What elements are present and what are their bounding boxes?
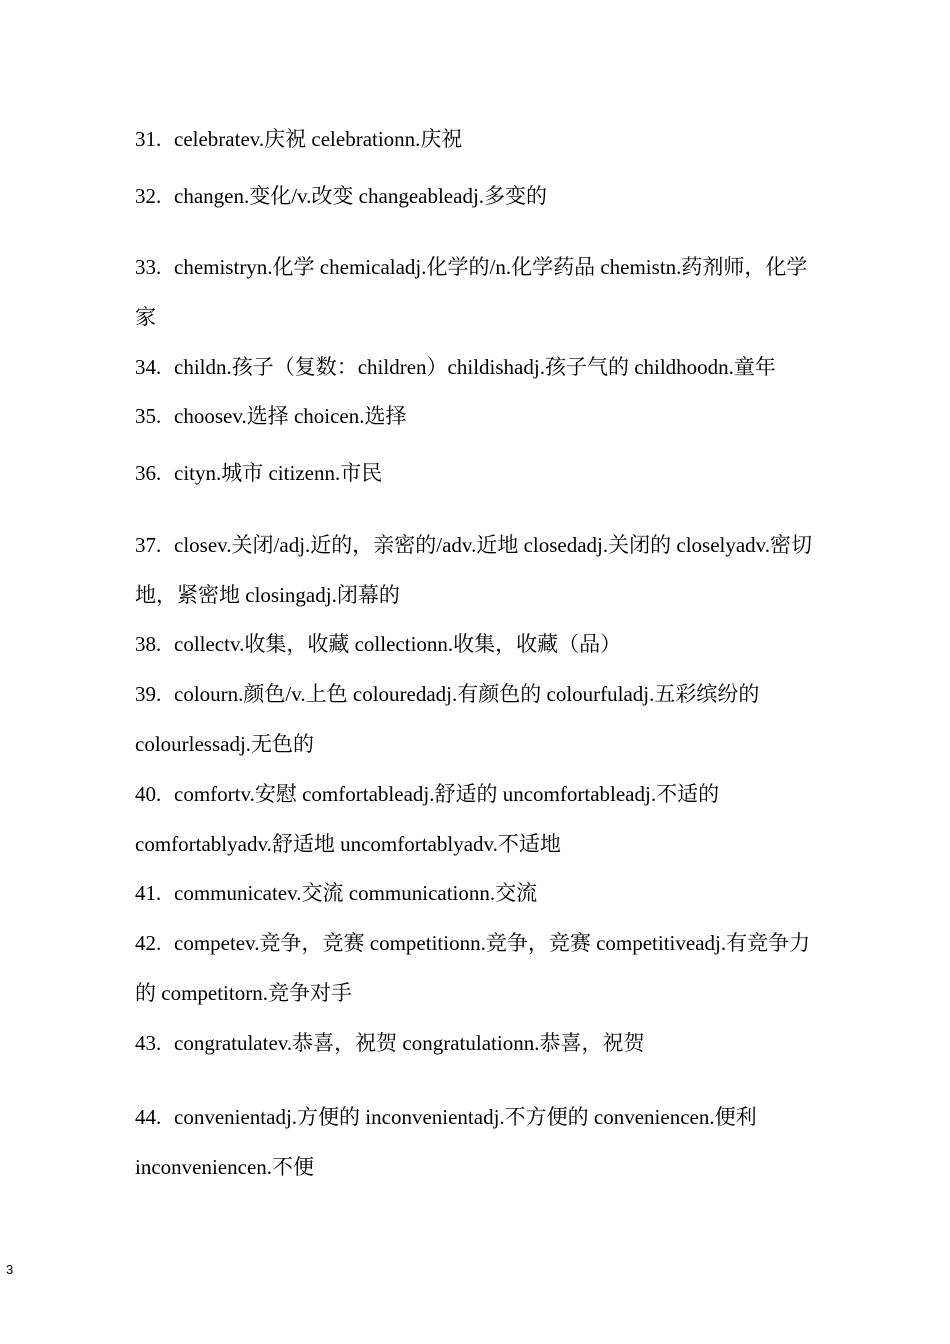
entry-text: celebratev.庆祝 celebrationn.庆祝 xyxy=(174,127,463,151)
vocab-entry-42 xyxy=(135,918,825,1018)
entry-number: 36. xyxy=(135,461,162,485)
entry-text: changen.变化/v.改变 changeableadj.多变的 xyxy=(174,184,548,208)
entry-text: competev.竞争，竞赛 competitionn.竞争，竞赛 competitiveadj.有竞争力的 competitorn.竞争对手 xyxy=(135,931,811,1005)
entry-text: closev.关闭/adj.近的，亲密的/adv.近地 closedadj.关闭的 closelyadv.密切地，紧密地 closingadj.闭幕的 xyxy=(135,533,813,607)
entry-number: 40. xyxy=(135,782,162,806)
vocab-entry-36 xyxy=(135,448,825,498)
entry-number: 31. xyxy=(135,127,162,151)
entry-number: 32. xyxy=(135,184,162,208)
entry-number: 34. xyxy=(135,355,162,379)
vocab-entry-33 xyxy=(135,242,825,342)
page-number: 3 xyxy=(6,1262,14,1277)
entry-text: convenientadj.方便的 inconvenientadj.不方便的 conveniencen.便利 inconveniencen.不便 xyxy=(135,1105,757,1179)
entry-text: cityn.城市 citizenn.市民 xyxy=(174,461,383,485)
entry-text: comfortv.安慰 comfortableadj.舒适的 uncomfortableadj.不适的 comfortablyadv.舒适地 uncomfortablyadv.不适地 xyxy=(135,782,720,856)
vocab-entry-39 xyxy=(135,669,825,769)
entry-number: 41. xyxy=(135,881,162,905)
vocab-entry-35 xyxy=(135,391,825,441)
entry-number: 33. xyxy=(135,255,162,279)
entry-text: colourn.颜色/v.上色 colouredadj.有颜色的 colourfuladj.五彩缤纷的 colourlessadj.无色的 xyxy=(135,682,760,756)
vocab-entry-38 xyxy=(135,619,825,669)
entry-number: 38. xyxy=(135,632,162,656)
entry-number: 35. xyxy=(135,404,162,428)
vocab-entry-34 xyxy=(135,342,825,392)
entry-number: 42. xyxy=(135,931,162,955)
entry-text: choosev.选择 choicen.选择 xyxy=(174,404,407,428)
vocab-entry-32 xyxy=(135,171,825,221)
vocab-entry-31 xyxy=(135,114,825,164)
entry-number: 39. xyxy=(135,682,162,706)
vocab-entry-43 xyxy=(135,1018,825,1068)
entry-text: congratulatev.恭喜，祝贺 congratulationn.恭喜，祝贺 xyxy=(174,1031,645,1055)
vocab-entry-41 xyxy=(135,868,825,918)
entry-text: childn.孩子（复数：children）childishadj.孩子气的 childhoodn.童年 xyxy=(174,355,776,379)
entry-number: 37. xyxy=(135,533,162,557)
entry-number: 44. xyxy=(135,1105,162,1129)
vocab-entry-44 xyxy=(135,1092,825,1192)
entry-text: communicatev.交流 communicationn.交流 xyxy=(174,881,538,905)
entry-number: 43. xyxy=(135,1031,162,1055)
vocab-entry-37 xyxy=(135,520,825,620)
entry-text: chemistryn.化学 chemicaladj.化学的/n.化学药品 chemistn.药剂师，化学家 xyxy=(135,255,808,329)
entry-text: collectv.收集，收藏 collectionn.收集，收藏（品） xyxy=(174,632,622,656)
vocab-entry-40 xyxy=(135,769,825,869)
